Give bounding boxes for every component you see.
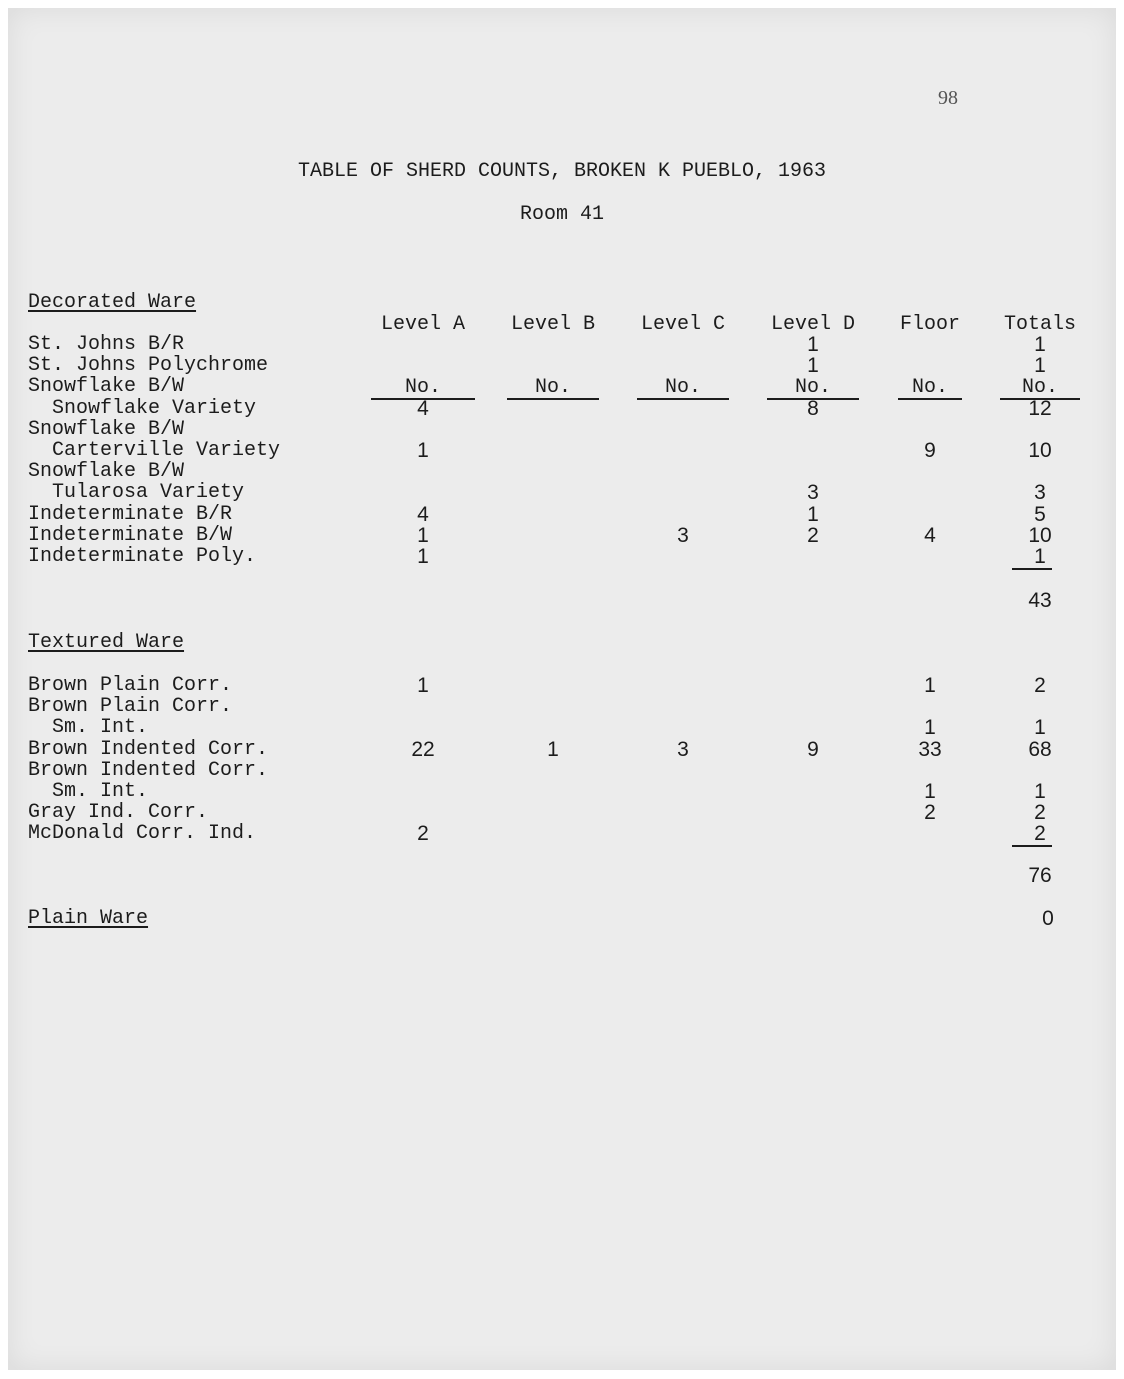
table-cell-total: 1	[1034, 780, 1046, 803]
table-cell-total: 2	[1034, 674, 1046, 697]
table-cell-levelA: 4	[417, 396, 429, 420]
table-row-label: Snowflake B/W	[28, 460, 185, 484]
column-header-totals: Totals No.	[980, 272, 1100, 442]
table-row-label: Indeterminate Poly.	[28, 545, 257, 568]
table-row-label: Gray Ind. Corr.	[28, 801, 209, 825]
table-row-label: Sm. Int.	[28, 716, 149, 740]
table-row-label: Snowflake Variety	[28, 396, 257, 420]
table-row-label: Tularosa Variety	[28, 481, 245, 505]
table-cell-total: 12	[1028, 396, 1052, 420]
table-cell-levelD: 1	[807, 333, 819, 356]
table-row-label: Snowflake B/W	[28, 375, 185, 399]
textured-subtotal: 76	[1028, 864, 1052, 887]
section-heading-decorated-ware: Decorated Ware	[28, 291, 197, 314]
table-cell-levelA: 2	[417, 822, 429, 846]
section-heading-plain-ware: Plain Ware	[28, 907, 149, 930]
table-cell-levelA: 4	[417, 502, 429, 526]
column-header-level-b: Level B No.	[493, 272, 613, 442]
table-row-label: Brown Plain Corr.	[28, 695, 233, 719]
table-cell-total: 1	[1034, 354, 1046, 378]
column-header-floor: Floor No.	[899, 313, 960, 399]
table-cell-levelC: 3	[677, 737, 689, 761]
table-cell-levelA: 22	[411, 737, 435, 761]
table-cell-total: 10	[1028, 439, 1052, 462]
table-cell-floor: 33	[918, 737, 942, 761]
subtotal-rule	[1012, 568, 1052, 570]
table-row-label: Indeterminate B/W	[28, 523, 233, 547]
table-row-label: McDonald Corr. Ind.	[28, 822, 257, 846]
table-row-label: Brown Indented Corr.	[28, 737, 269, 761]
table-cell-floor: 1	[924, 780, 936, 803]
document-title: TABLE OF SHERD COUNTS, BROKEN K PUEBLO, 1963	[297, 160, 827, 183]
table-cell-levelD: 1	[807, 354, 819, 378]
column-header-level-d: Level D No.	[753, 272, 873, 442]
table-cell-levelA: 1	[417, 523, 429, 547]
subtotal-rule	[1012, 845, 1052, 847]
table-cell-levelD: 9	[807, 737, 819, 761]
table-cell-total: 5	[1034, 502, 1046, 526]
page-number: 98	[938, 87, 958, 109]
document-subtitle: Room 41	[519, 203, 604, 226]
table-cell-levelD: 8	[807, 396, 819, 420]
table-cell-floor: 9	[924, 439, 936, 462]
table-cell-levelD: 1	[807, 502, 819, 526]
table-cell-total: 68	[1028, 737, 1052, 761]
table-row-label: Brown Plain Corr.	[28, 674, 233, 697]
table-cell-floor: 4	[924, 523, 936, 547]
table-cell-total: 10	[1028, 523, 1052, 547]
table-cell-levelA: 1	[417, 674, 429, 697]
table-cell-levelC: 3	[677, 523, 689, 547]
column-header-level-a: Level A No.	[363, 272, 483, 442]
table-cell-total: 1	[1034, 333, 1046, 356]
table-cell-total: 1	[1034, 716, 1046, 740]
table-cell-total: 1	[1034, 545, 1046, 568]
table-cell-levelD: 2	[807, 523, 819, 547]
document-page	[8, 8, 1116, 1370]
table-row-label: St. Johns B/R	[28, 333, 185, 356]
table-cell-floor: 1	[924, 716, 936, 740]
table-cell-levelA: 1	[417, 545, 429, 568]
table-row-label: St. Johns Polychrome	[28, 354, 269, 378]
table-cell-total: 2	[1034, 822, 1046, 846]
table-cell-total: 3	[1034, 481, 1046, 505]
table-row-label: Carterville Variety	[28, 439, 281, 462]
table-cell-levelB: 1	[547, 737, 559, 761]
table-cell-levelD: 3	[807, 481, 819, 505]
table-row-label: Snowflake B/W	[28, 417, 185, 441]
plain-ware-total: 0	[1042, 907, 1054, 930]
table-cell-total: 2	[1034, 801, 1046, 825]
table-row-label: Indeterminate B/R	[28, 502, 233, 526]
table-row-label: Sm. Int.	[28, 780, 149, 803]
column-header-level-c: Level C No.	[623, 272, 743, 442]
table-cell-floor: 1	[924, 674, 936, 697]
table-row-label: Brown Indented Corr.	[28, 758, 269, 782]
decorated-subtotal: 43	[1028, 589, 1052, 612]
section-heading-textured-ware: Textured Ware	[28, 631, 185, 654]
table-cell-floor: 2	[924, 801, 936, 825]
table-cell-levelA: 1	[417, 439, 429, 462]
